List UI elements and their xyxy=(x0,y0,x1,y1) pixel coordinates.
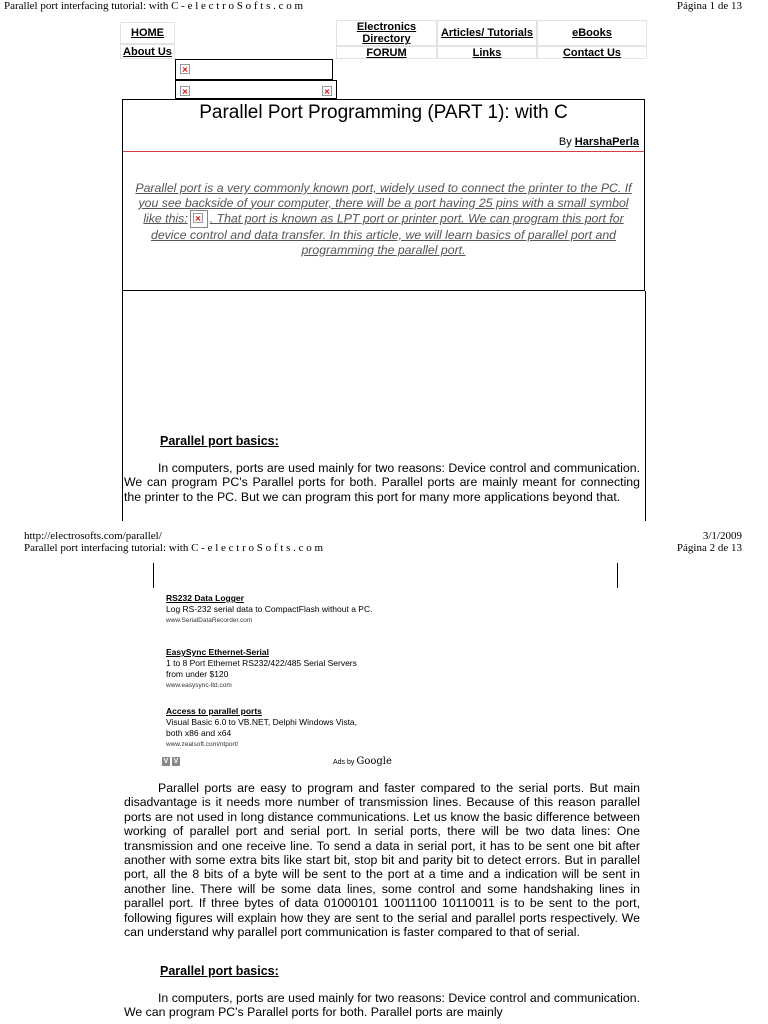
ad-url[interactable]: www.SerialDataRecorder.com xyxy=(166,617,253,624)
nav-contact-link[interactable]: Contact Us xyxy=(537,46,647,59)
page-number: Página 2 de 13 xyxy=(676,542,742,554)
section-heading: Parallel port basics: xyxy=(160,434,279,448)
nav-home-link[interactable]: HOME xyxy=(120,22,175,44)
content-border-left xyxy=(122,291,123,521)
ad-url[interactable]: www.zealsoft.com/ntport/ xyxy=(166,741,239,748)
nav-articles-link[interactable]: Articles/ Tutorials xyxy=(437,20,537,46)
page-footer-url: http://electrosofts.com/parallel/ xyxy=(24,530,162,542)
google-logo: Google xyxy=(356,756,392,767)
content-border-right xyxy=(645,291,646,521)
ad-item[interactable]: RS232 Data Logger Log RS-232 serial data to CompactFlash without a PC. www.SerialDataRecorder.com xyxy=(166,593,373,624)
banner-image-frame xyxy=(175,59,333,80)
ad-nav-buttons[interactable] xyxy=(162,757,180,766)
article-header-box xyxy=(122,99,645,291)
ads-by-google-link[interactable]: Ads by Google xyxy=(333,756,392,767)
content-border-left xyxy=(153,563,154,588)
content-border-right xyxy=(617,563,618,588)
page-header-title: Parallel port interfacing tutorial: with C - e l e c t r o S o f t s . c o m xyxy=(24,542,324,554)
ad-url[interactable]: www.easysync-ltd.com xyxy=(166,682,232,689)
ad-item[interactable]: EasySync Ethernet-Serial 1 to 8 Port Ethernet RS232/422/485 Serial Servers from under $120 www.easysync-ltd.com xyxy=(166,647,357,689)
article-byline: By HarshaPerla xyxy=(558,136,639,148)
ad-prev-button[interactable]: V xyxy=(163,758,169,765)
broken-image-icon xyxy=(322,86,332,96)
nav-forum-link[interactable]: FORUM xyxy=(336,46,437,59)
divider xyxy=(123,151,644,152)
nav-electronics-directory-link[interactable]: Electronics Directory xyxy=(336,20,437,46)
parallel-port-symbol-icon xyxy=(190,210,208,228)
broken-image-icon xyxy=(180,86,190,96)
author-link[interactable]: HarshaPerla xyxy=(574,136,639,148)
ad-title-link[interactable]: RS232 Data Logger xyxy=(166,593,244,603)
intro-paragraph: Parallel port is a very commonly known port, widely used to connect the printer to the PC. If you see backside of your computer, there will be a port having 25 pins with a small symbol like this: . That port is known as LPT port or printer port. We can program this port for device control and data transfer. In this article, we will learn basics of parallel port and programming the parallel port. xyxy=(135,181,632,257)
page-number: Página 1 de 13 xyxy=(676,0,742,12)
section-paragraph: In computers, ports are used mainly for two reasons: Device control and communication. We can program PC's Parallel ports for both. Parallel ports are mainly xyxy=(124,991,640,1020)
page-header-title: Parallel port interfacing tutorial: with C - e l e c t r o S o f t s . c o m xyxy=(4,0,304,12)
article-title: Parallel Port Programming (PART 1): with C xyxy=(199,102,568,123)
nav-links-link[interactable]: Links xyxy=(437,46,537,59)
ad-next-button[interactable]: V xyxy=(173,758,179,765)
broken-image-icon xyxy=(180,64,190,74)
ad-title-link[interactable]: Access to parallel ports xyxy=(166,706,262,716)
page-footer-date: 3/1/2009 xyxy=(702,530,742,542)
nav-about-link[interactable]: About Us xyxy=(120,44,175,59)
section-heading: Parallel port basics: xyxy=(160,964,279,978)
ad-title-link[interactable]: EasySync Ethernet-Serial xyxy=(166,647,269,657)
ad-item[interactable]: Access to parallel ports Visual Basic 6.0 to VB.NET, Delphi Windows Vista, both x86 and x64 www.zealsoft.com/ntport/ xyxy=(166,706,358,748)
broken-image-icon xyxy=(193,213,203,223)
section-paragraph: Parallel ports are easy to program and faster compared to the serial ports. But main disadvantage is it needs more number of transmission lines. Because of this reason parallel ports are not used in long distance communications. Let us know the basic difference between working of parallel port and serial port. In serial ports, there will be two data lines: One transmission and one receive line. To send a data in serial port, it has to be sent one bit after another with some extra bits like start bit, stop bit and parity bit to detect errors. But in parallel port, all the 8 bits of a byte will be sent to the port at a time and a indication will be sent in another line. There will be some data lines, some control and some handshaking lines in parallel port. If three bytes of data 01000101 10011100 10110011 is to be sent to the port, following figures will explain how they are sent to the serial and parallel ports respectively. We can understand why parallel port communication is faster compared to that of serial. xyxy=(124,781,640,940)
banner-image-frame-2 xyxy=(175,80,337,99)
section-paragraph: In computers, ports are used mainly for two reasons: Device control and communication. We can program PC's Parallel ports for both. Parallel ports are mainly meant for connecting the printer to the PC. But we can program this port for many more applications beyond that. xyxy=(124,461,640,504)
nav-ebooks-link[interactable]: eBooks xyxy=(537,20,647,46)
